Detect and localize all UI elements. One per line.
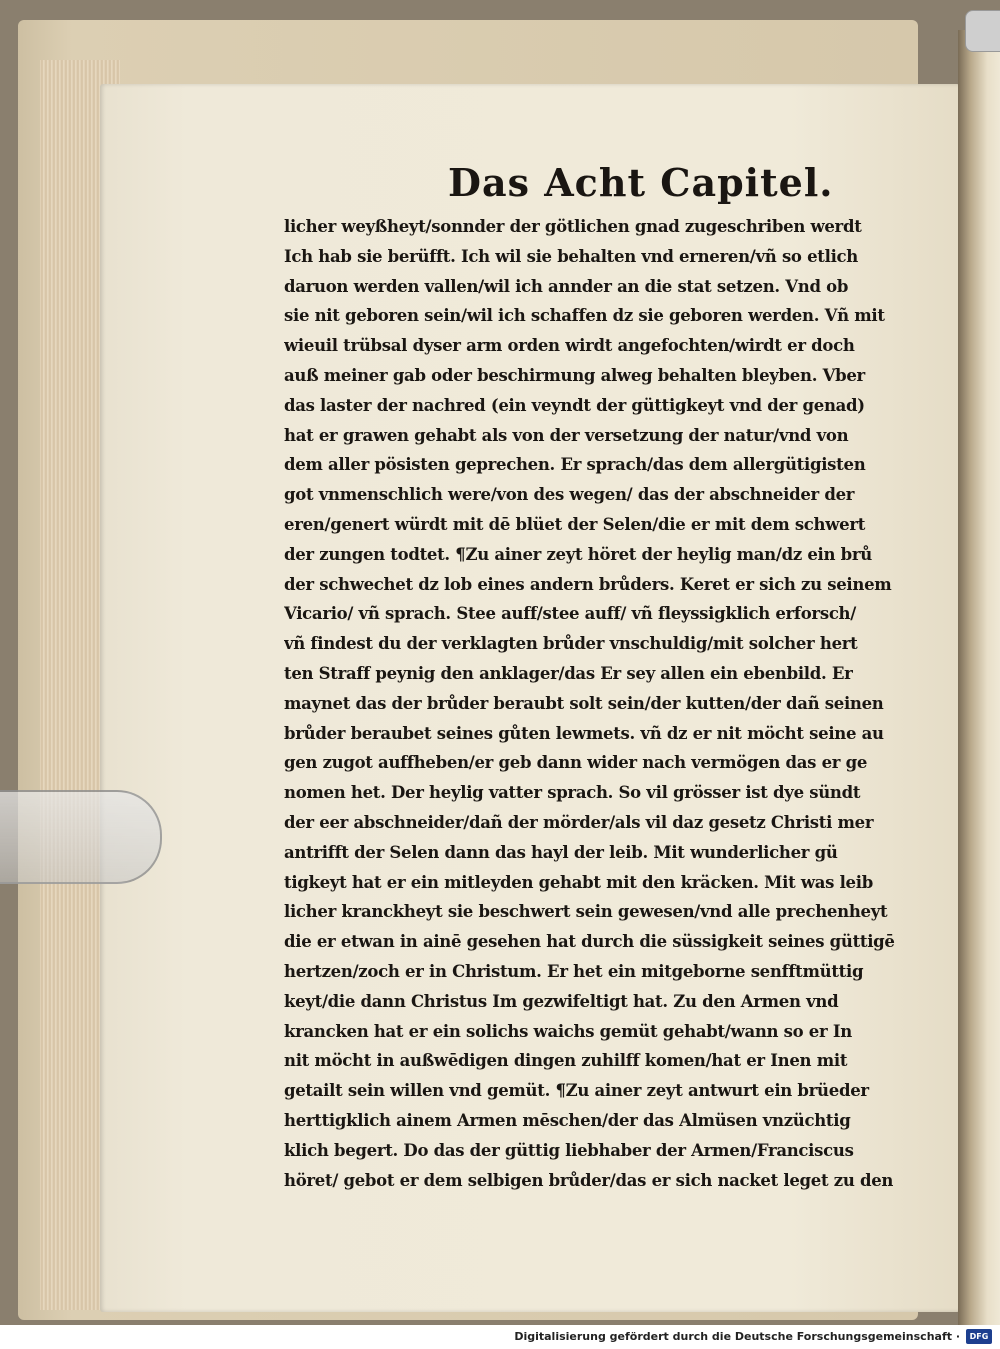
text-line: vñ findest du der verklagten brůder vnschuldig/mit solcher hert <box>284 634 858 654</box>
text-line: Ich hab sie berüfft. Ich wil sie behalten vnd erneren/vñ so etlich <box>284 246 858 266</box>
text-line: hat er grawen gehabt als von der versetzung der natur/vnd von <box>284 425 849 445</box>
text-line: der zungen todtet. ¶Zu ainer zeyt höret der heylig man/dz ein brů <box>284 544 872 564</box>
page-clip-right <box>965 10 1000 52</box>
text-line: klich begert. Do das der güttig liebhaber der Armen/Franciscus <box>284 1140 854 1160</box>
text-line: herttigklich ainem Armen mēschen/der das Almüsen vnzüchtig <box>284 1110 851 1130</box>
text-line: gen zugot auffheben/er geb dann wider nach vermögen das er ge <box>284 753 868 773</box>
text-line: getailt sein willen vnd gemüt. ¶Zu ainer zeyt antwurt ein brüeder <box>284 1081 869 1101</box>
dfg-logo-icon: DFG <box>966 1329 992 1344</box>
text-line: das laster der nachred (ein veyndt der güttigkeyt vnd der genad) <box>284 395 865 415</box>
text-line: got vnmenschlich were/von des wegen/ das der abschneider der <box>284 485 855 505</box>
text-line: antrifft der Selen dann das hayl der leib. Mit wunderlicher gü <box>284 842 838 862</box>
text-line: keyt/die dann Christus Im gezwifeltigt hat. Zu den Armen vnd <box>284 991 839 1011</box>
footer-bar <box>0 1325 1000 1349</box>
chapter-heading: Das Acht Capitel. <box>448 160 834 205</box>
text-line: daruon werden vallen/wil ich annder an die stat setzen. Vnd ob <box>284 276 849 296</box>
text-line: Vicario/ vñ sprach. Stee auff/stee auff/ vñ fleyssigklich erforsch/ <box>284 604 856 624</box>
body-text <box>284 212 936 1195</box>
text-line: licher weyßheyt/sonnder der götlichen gnad zugeschriben werdt <box>284 217 862 236</box>
text-line: der eer abschneider/dañ der mörder/als vil daz gesetz Christi mer <box>284 812 874 832</box>
text-line: der schwechet dz lob eines andern brůders. Keret er sich zu seinem <box>284 574 892 594</box>
text-line: auß meiner gab oder beschirmung alweg behalten bleyben. Vber <box>284 365 865 385</box>
text-line: krancken hat er ein solichs waichs gemüt gehabt/wann so er In <box>284 1021 852 1041</box>
text-line: tigkeyt hat er ein mitleyden gehabt mit den kräcken. Mit was leib <box>284 872 873 892</box>
text-line: höret/ gebot er dem selbigen brůder/das er sich nacket leget zu den <box>284 1170 894 1190</box>
text-line: ten Straff peynig den anklager/das Er sey allen ein ebenbild. Er <box>284 663 853 683</box>
text-line: die er etwan in ainē gesehen hat durch die süssigkeit seines güttigē <box>284 932 895 952</box>
text-line: brůder beraubet seines gůten lewmets. vñ dz er nit möcht seine au <box>284 723 884 743</box>
text-line: maynet das der brůder beraubt solt sein/der kutten/der dañ seinen <box>284 693 884 713</box>
text-line: hertzen/zoch er in Christum. Er het ein mitgeborne senfftmüttig <box>284 961 864 981</box>
text-line: eren/genert würdt mit dē blüet der Selen/die er mit dem schwert <box>284 514 866 534</box>
funding-credit: Digitalisierung gefördert durch die Deutsche Forschungsgemeinschaft · <box>514 1330 960 1343</box>
text-line: wieuil trübsal dyser arm orden wirdt angefochten/wirdt er doch <box>284 336 855 356</box>
text-line: nomen het. Der heylig vatter sprach. So vil grösser ist dye sündt <box>284 783 861 803</box>
text-line: dem aller pösisten geprechen. Er sprach/das dem allergütigisten <box>284 455 866 475</box>
text-line: licher kranckheyt sie beschwert sein gewesen/vnd alle prechenheyt <box>284 902 888 922</box>
book-gutter <box>958 30 1000 1325</box>
page-clip-left <box>0 790 162 884</box>
text-line: sie nit geboren sein/wil ich schaffen dz sie geboren werden. Vñ mit <box>284 306 885 326</box>
text-line: nit möcht in außwēdigen dingen zuhilff komen/hat er Inen mit <box>284 1051 848 1071</box>
